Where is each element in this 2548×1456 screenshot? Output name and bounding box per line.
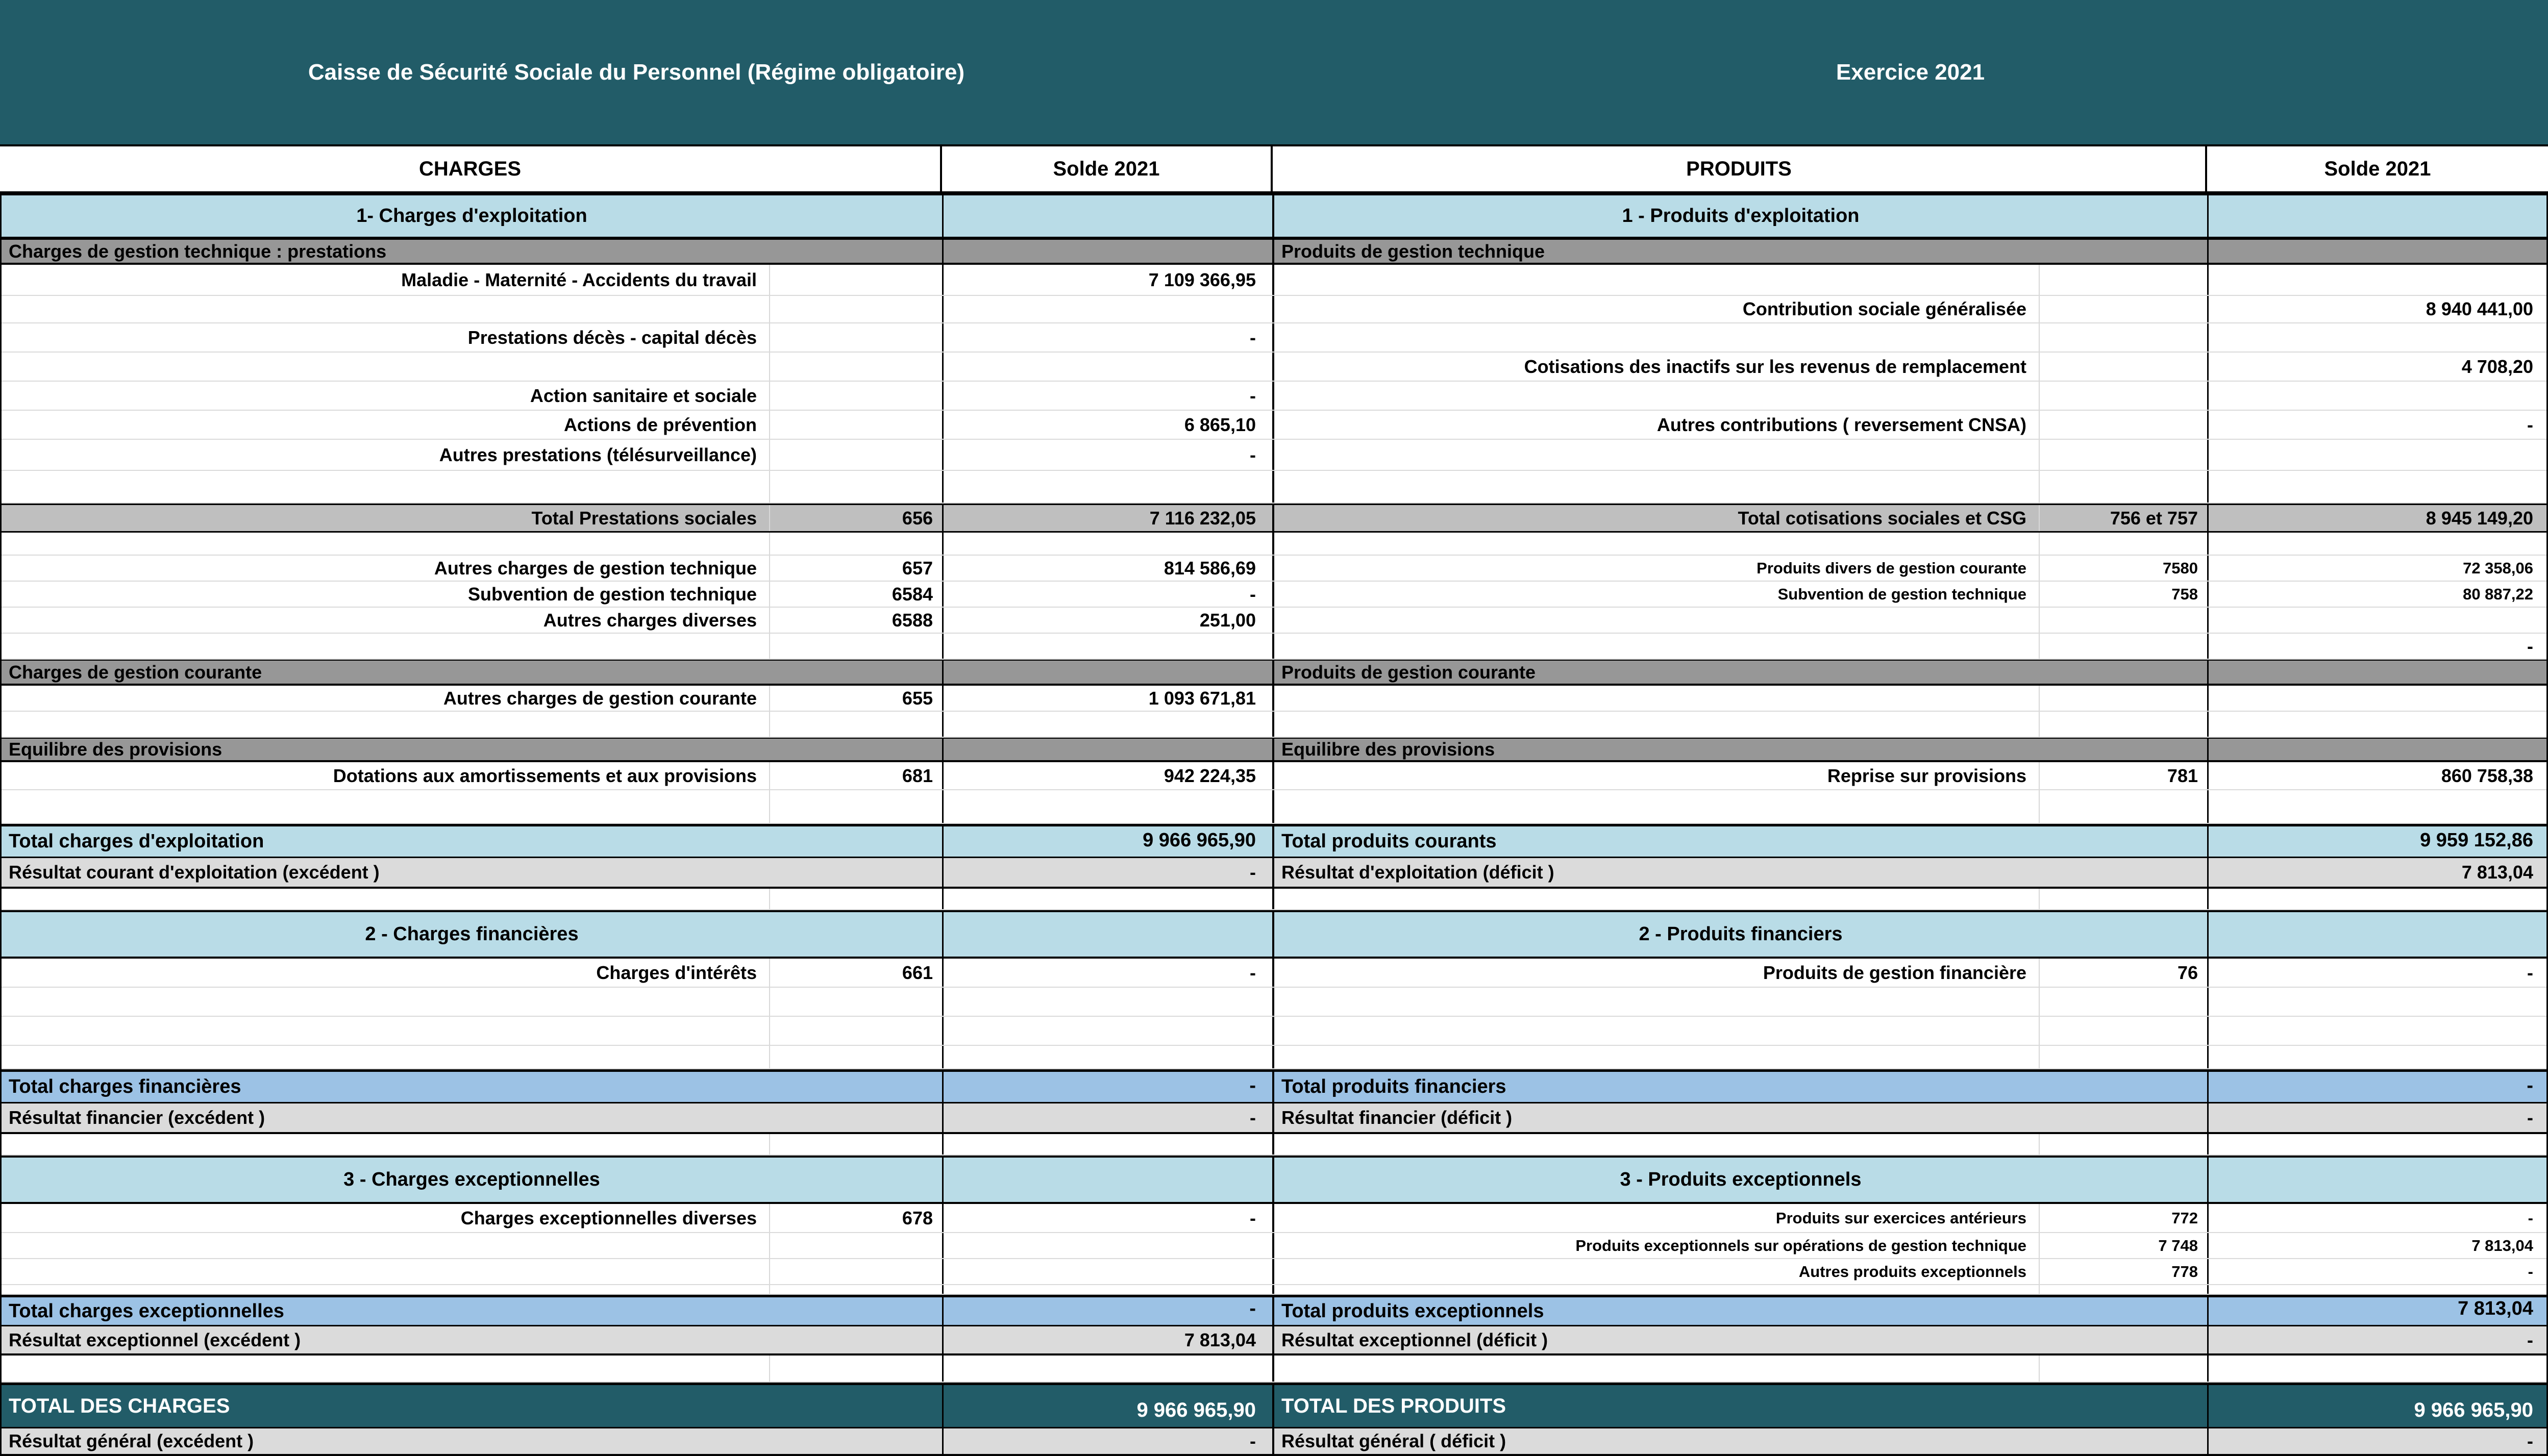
- produits-value: [2209, 533, 2548, 555]
- charges-value: -: [944, 382, 1274, 410]
- produits-label: [1274, 712, 2040, 737]
- charges-label: Dotations aux amortissements et aux provisions: [2, 762, 770, 789]
- produits-value: [2209, 790, 2548, 823]
- charges-code: [770, 1233, 944, 1258]
- produits-value: [2209, 440, 2548, 470]
- charges-value: 7 116 232,05: [944, 505, 1274, 531]
- charges-label: TOTAL DES CHARGES: [2, 1385, 944, 1427]
- produits-value: [2209, 1017, 2548, 1045]
- charges-label: Résultat financier (excédent ): [2, 1103, 944, 1132]
- produits-label: [1274, 1355, 2040, 1382]
- table-row: [2, 239, 2546, 265]
- charges-label: [2, 1017, 770, 1045]
- table-row: [2, 1355, 2546, 1383]
- produits-label: [1274, 1046, 2040, 1068]
- charges-value: 814 586,69: [944, 556, 1274, 581]
- charges-label: Charges exceptionnelles diverses: [2, 1204, 770, 1232]
- produits-code: 76: [2040, 959, 2209, 987]
- charges-code: [770, 1355, 944, 1382]
- charges-code: 6584: [770, 582, 944, 607]
- charges-code: [770, 1046, 944, 1068]
- produits-code: [2040, 1355, 2209, 1382]
- table-row: [2, 712, 2546, 738]
- produits-value: -: [2528, 1262, 2533, 1281]
- table-row: [2, 1156, 2546, 1204]
- table-row: [2, 858, 2546, 889]
- charges-value: -: [944, 1103, 1274, 1132]
- produits-label: [1274, 608, 2040, 633]
- produits-value: [2209, 889, 2548, 909]
- charges-label: Maladie - Maternité - Accidents du travail: [2, 265, 770, 295]
- charges-value: 9 966 965,90: [944, 1385, 1274, 1427]
- produits-code: [2040, 382, 2209, 410]
- produits-label: [1274, 382, 2040, 410]
- produits-value: [2209, 739, 2548, 760]
- charges-value: -: [944, 1297, 1274, 1325]
- table-row: [2, 1134, 2546, 1156]
- table-row: [2, 1103, 2546, 1134]
- charges-value: [944, 1134, 1274, 1154]
- table-row: [2, 1383, 2546, 1428]
- column-header-solde-left: Solde 2021: [942, 146, 1273, 191]
- charges-value: [944, 1259, 1274, 1284]
- produits-value: [2209, 608, 2548, 633]
- report-title: Caisse de Sécurité Sociale du Personnel (Régime obligatoire): [308, 59, 965, 85]
- charges-label: Résultat courant d'exploitation (excédent ): [2, 858, 944, 887]
- produits-code: 778: [2040, 1259, 2209, 1284]
- charges-value: 942 224,35: [944, 762, 1274, 789]
- charges-value: [944, 739, 1274, 760]
- charges-value: [944, 533, 1274, 555]
- charges-code: [770, 353, 944, 381]
- charges-code: 661: [770, 959, 944, 987]
- charges-label: Total charges d'exploitation: [2, 826, 944, 857]
- table-row: [2, 1259, 2546, 1285]
- produits-code: [2040, 411, 2209, 439]
- column-header-charges: CHARGES: [0, 146, 942, 191]
- charges-label: Total Prestations sociales: [2, 505, 770, 531]
- produits-value: -: [2527, 414, 2533, 435]
- produits-value: [2209, 912, 2548, 957]
- charges-value: [944, 296, 1274, 322]
- charges-label: Total charges exceptionnelles: [2, 1297, 944, 1325]
- charges-code: [770, 889, 944, 909]
- produits-label: [1274, 634, 2040, 659]
- produits-value: [2209, 1285, 2548, 1294]
- charges-label: Total charges financières: [2, 1072, 944, 1102]
- produits-code: [2040, 790, 2209, 823]
- produits-label: Total produits courants: [1274, 826, 2209, 857]
- produits-label: [1274, 889, 2040, 909]
- produits-value: [2209, 240, 2548, 263]
- charges-label: Résultat général (excédent ): [2, 1428, 944, 1454]
- table-row: [2, 323, 2546, 353]
- column-header-row: [0, 144, 2548, 193]
- produits-label: [1274, 1285, 2040, 1294]
- charges-label: Charges de gestion courante: [2, 661, 944, 684]
- charges-code: [770, 988, 944, 1016]
- produits-label: 2 - Produits financiers: [1274, 912, 2209, 957]
- charges-value: [944, 1233, 1274, 1258]
- charges-code: [770, 634, 944, 659]
- charges-label: [2, 889, 770, 909]
- produits-value: [2209, 382, 2548, 410]
- charges-label: [2, 471, 770, 503]
- produits-value: -: [2527, 1430, 2533, 1451]
- produits-code: [2040, 265, 2209, 295]
- charges-value: [944, 1046, 1274, 1068]
- produits-code: 7580: [2040, 556, 2209, 581]
- charges-label: [2, 712, 770, 737]
- table-row: [2, 988, 2546, 1017]
- produits-value: 9 959 152,86: [2420, 830, 2533, 851]
- produits-code: [2040, 471, 2209, 503]
- produits-value: 4 708,20: [2461, 356, 2533, 377]
- charges-code: 681: [770, 762, 944, 789]
- charges-label: [2, 1259, 770, 1284]
- table-row: [2, 1233, 2546, 1259]
- produits-value: [2209, 1355, 2548, 1382]
- produits-label: Total cotisations sociales et CSG: [1274, 505, 2040, 531]
- produits-label: Equilibre des provisions: [1274, 739, 2209, 760]
- produits-value: [2209, 1134, 2548, 1154]
- charges-label: [2, 353, 770, 381]
- produits-label: Contribution sociale généralisée: [1274, 296, 2040, 322]
- charges-label: Autres charges de gestion technique: [2, 556, 770, 581]
- charges-label: Charges de gestion technique : prestations: [2, 240, 944, 263]
- produits-value: 7 813,04: [2471, 1236, 2533, 1254]
- produits-code: 772: [2040, 1204, 2209, 1232]
- table-body: [0, 193, 2548, 1456]
- charges-label: Equilibre des provisions: [2, 739, 944, 760]
- charges-label: [2, 1233, 770, 1258]
- produits-label: Produits de gestion financière: [1274, 959, 2040, 987]
- produits-value: 8 940 441,00: [2426, 298, 2533, 319]
- charges-value: [944, 240, 1274, 263]
- table-row: [2, 959, 2546, 988]
- produits-label: Résultat général ( déficit ): [1274, 1428, 2209, 1454]
- charges-value: -: [944, 440, 1274, 470]
- produits-label: Produits de gestion courante: [1274, 661, 2209, 684]
- produits-label: Produits sur exercices antérieurs: [1274, 1204, 2040, 1232]
- produits-code: [2040, 1017, 2209, 1045]
- produits-value: [2209, 471, 2548, 503]
- charges-label: [2, 988, 770, 1016]
- produits-value: [2209, 686, 2548, 711]
- charges-value: [944, 1158, 1274, 1202]
- table-row: [2, 889, 2546, 910]
- produits-code: [2040, 988, 2209, 1016]
- table-row: [2, 411, 2546, 440]
- produits-code: [2040, 440, 2209, 470]
- produits-value: [2209, 988, 2548, 1016]
- charges-label: [2, 634, 770, 659]
- produits-value: [2209, 1046, 2548, 1068]
- charges-value: 6 865,10: [944, 411, 1274, 439]
- produits-label: 1 - Produits d'exploitation: [1274, 195, 2209, 237]
- produits-value: [2209, 661, 2548, 684]
- charges-label: Action sanitaire et sociale: [2, 382, 770, 410]
- produits-label: [1274, 1134, 2040, 1154]
- produits-label: Résultat financier (déficit ): [1274, 1103, 2209, 1132]
- charges-label: Prestations décès - capital décès: [2, 323, 770, 352]
- charges-value: -: [944, 582, 1274, 607]
- produits-code: [2040, 889, 2209, 909]
- produits-label: [1274, 686, 2040, 711]
- table-row: [2, 504, 2546, 533]
- table-row: [2, 738, 2546, 762]
- table-row: [2, 1285, 2546, 1295]
- charges-code: [770, 382, 944, 410]
- table-row: [2, 634, 2546, 660]
- produits-label: [1274, 265, 2040, 295]
- charges-label: 3 - Charges exceptionnelles: [2, 1158, 944, 1202]
- table-row: [2, 1428, 2546, 1456]
- charges-value: [944, 195, 1274, 237]
- table-row: [2, 824, 2546, 858]
- charges-code: [770, 1017, 944, 1045]
- produits-label: [1274, 790, 2040, 823]
- produits-value: 8 945 149,20: [2426, 507, 2533, 529]
- table-row: [2, 790, 2546, 824]
- table-row: [2, 471, 2546, 504]
- produits-value: 80 887,22: [2463, 585, 2533, 603]
- charges-value: -: [944, 959, 1274, 987]
- produits-code: 7 748: [2040, 1233, 2209, 1258]
- charges-code: [770, 790, 944, 823]
- charges-code: [770, 265, 944, 295]
- table-row: [2, 296, 2546, 323]
- table-row: [2, 382, 2546, 411]
- table-row: [2, 353, 2546, 382]
- produits-code: [2040, 1134, 2209, 1154]
- charges-code: [770, 471, 944, 503]
- produits-label: 3 - Produits exceptionnels: [1274, 1158, 2209, 1202]
- charges-value: [944, 988, 1274, 1016]
- produits-value: [2209, 1158, 2548, 1202]
- charges-value: -: [944, 1428, 1274, 1454]
- produits-label: Autres contributions ( reversement CNSA): [1274, 411, 2040, 439]
- produits-label: Autres produits exceptionnels: [1274, 1259, 2040, 1284]
- produits-code: [2040, 533, 2209, 555]
- charges-label: 1- Charges d'exploitation: [2, 195, 944, 237]
- charges-value: [944, 1017, 1274, 1045]
- charges-value: 7 109 366,95: [944, 265, 1274, 295]
- table-row: [2, 910, 2546, 959]
- produits-label: Résultat exceptionnel (déficit ): [1274, 1326, 2209, 1353]
- title-bar: [0, 0, 2548, 144]
- produits-value: 72 358,06: [2463, 559, 2533, 577]
- produits-code: [2040, 353, 2209, 381]
- produits-label: [1274, 1017, 2040, 1045]
- charges-code: [770, 296, 944, 322]
- charges-label: Résultat exceptionnel (excédent ): [2, 1326, 944, 1353]
- charges-code: [770, 1259, 944, 1284]
- charges-code: [770, 411, 944, 439]
- charges-label: [2, 1285, 770, 1294]
- charges-label: Actions de prévention: [2, 411, 770, 439]
- produits-value: 7 813,04: [2461, 862, 2533, 883]
- charges-value: -: [944, 323, 1274, 352]
- produits-code: [2040, 1046, 2209, 1068]
- produits-code: [2040, 1285, 2209, 1294]
- charges-value: [944, 1355, 1274, 1382]
- produits-label: Cotisations des inactifs sur les revenus de remplacement: [1274, 353, 2040, 381]
- charges-label: [2, 296, 770, 322]
- table-row: [2, 686, 2546, 712]
- produits-label: Produits divers de gestion courante: [1274, 556, 2040, 581]
- charges-code: 6588: [770, 608, 944, 633]
- produits-value: [2209, 265, 2548, 295]
- charges-value: [944, 912, 1274, 957]
- charges-value: [944, 1285, 1274, 1294]
- table-row: [2, 1069, 2546, 1103]
- table-row: [2, 1204, 2546, 1233]
- charges-label: 2 - Charges financières: [2, 912, 944, 957]
- charges-label: Autres charges de gestion courante: [2, 686, 770, 711]
- table-row: [2, 556, 2546, 582]
- produits-label: [1274, 988, 2040, 1016]
- produits-label: Reprise sur provisions: [1274, 762, 2040, 789]
- table-row: [2, 582, 2546, 608]
- produits-code: [2040, 686, 2209, 711]
- produits-code: [2040, 712, 2209, 737]
- charges-label: [2, 1355, 770, 1382]
- charges-code: 657: [770, 556, 944, 581]
- charges-value: [944, 471, 1274, 503]
- produits-label: Total produits financiers: [1274, 1072, 2209, 1102]
- produits-code: 756 et 757: [2040, 505, 2209, 531]
- produits-label: Subvention de gestion technique: [1274, 582, 2040, 607]
- produits-value: 7 813,04: [2458, 1298, 2533, 1319]
- produits-value: -: [2527, 1075, 2533, 1096]
- charges-value: 251,00: [944, 608, 1274, 633]
- table-row: [2, 1295, 2546, 1326]
- charges-code: [770, 1134, 944, 1154]
- charges-value: 1 093 671,81: [944, 686, 1274, 711]
- produits-value: -: [2527, 635, 2533, 657]
- charges-value: [944, 353, 1274, 381]
- charges-value: [944, 712, 1274, 737]
- produits-code: [2040, 296, 2209, 322]
- charges-value: [944, 661, 1274, 684]
- charges-value: 7 813,04: [944, 1326, 1274, 1353]
- produits-code: [2040, 634, 2209, 659]
- produits-value: -: [2527, 1329, 2533, 1350]
- produits-value: -: [2527, 962, 2533, 983]
- produits-label: Produits de gestion technique: [1274, 240, 2209, 263]
- produits-label: [1274, 471, 2040, 503]
- produits-label: Produits exceptionnels sur opérations de gestion technique: [1274, 1233, 2040, 1258]
- produits-label: [1274, 440, 2040, 470]
- charges-label: [2, 533, 770, 555]
- produits-value: [2209, 195, 2548, 237]
- charges-label: Autres prestations (télésurveillance): [2, 440, 770, 470]
- produits-code: [2040, 608, 2209, 633]
- charges-value: [944, 634, 1274, 659]
- charges-code: 655: [770, 686, 944, 711]
- table-row: [2, 660, 2546, 686]
- table-row: [2, 193, 2546, 239]
- produits-value: -: [2527, 1107, 2533, 1128]
- charges-label: Subvention de gestion technique: [2, 582, 770, 607]
- produits-label: TOTAL DES PRODUITS: [1274, 1385, 2209, 1427]
- charges-code: [770, 533, 944, 555]
- table-row: [2, 440, 2546, 471]
- charges-value: -: [944, 1204, 1274, 1232]
- produits-code: 758: [2040, 582, 2209, 607]
- charges-value: -: [944, 1072, 1274, 1102]
- produits-label: Total produits exceptionnels: [1274, 1297, 2209, 1325]
- charges-code: [770, 1285, 944, 1294]
- produits-value: 9 966 965,90: [2414, 1399, 2533, 1421]
- charges-label: [2, 1134, 770, 1154]
- table-row: [2, 1326, 2546, 1355]
- charges-value: 9 966 965,90: [944, 826, 1274, 857]
- charges-label: Charges d'intérêts: [2, 959, 770, 987]
- produits-code: 781: [2040, 762, 2209, 789]
- produits-value: [2209, 323, 2548, 352]
- table-row: [2, 1046, 2546, 1069]
- table-row: [2, 762, 2546, 790]
- produits-value: [2209, 712, 2548, 737]
- charges-code: [770, 712, 944, 737]
- column-header-produits: PRODUITS: [1273, 146, 2207, 191]
- charges-code: [770, 323, 944, 352]
- table-row: [2, 533, 2546, 556]
- exercise-label: Exercice 2021: [1836, 59, 1985, 85]
- charges-label: [2, 790, 770, 823]
- charges-label: Autres charges diverses: [2, 608, 770, 633]
- produits-value: -: [2528, 1209, 2533, 1227]
- table-row: [2, 608, 2546, 634]
- table-row: [2, 265, 2546, 296]
- produits-code: [2040, 323, 2209, 352]
- charges-code: [770, 440, 944, 470]
- charges-value: -: [944, 858, 1274, 887]
- produits-value: 860 758,38: [2441, 765, 2533, 786]
- table-row: [2, 1017, 2546, 1046]
- produits-label: Résultat d'exploitation (déficit ): [1274, 858, 2209, 887]
- charges-code: 678: [770, 1204, 944, 1232]
- charges-label: [2, 1046, 770, 1068]
- charges-value: [944, 790, 1274, 823]
- column-header-solde-right: Solde 2021: [2324, 157, 2431, 180]
- produits-label: [1274, 533, 2040, 555]
- charges-value: [944, 889, 1274, 909]
- produits-label: [1274, 323, 2040, 352]
- charges-code: 656: [770, 505, 944, 531]
